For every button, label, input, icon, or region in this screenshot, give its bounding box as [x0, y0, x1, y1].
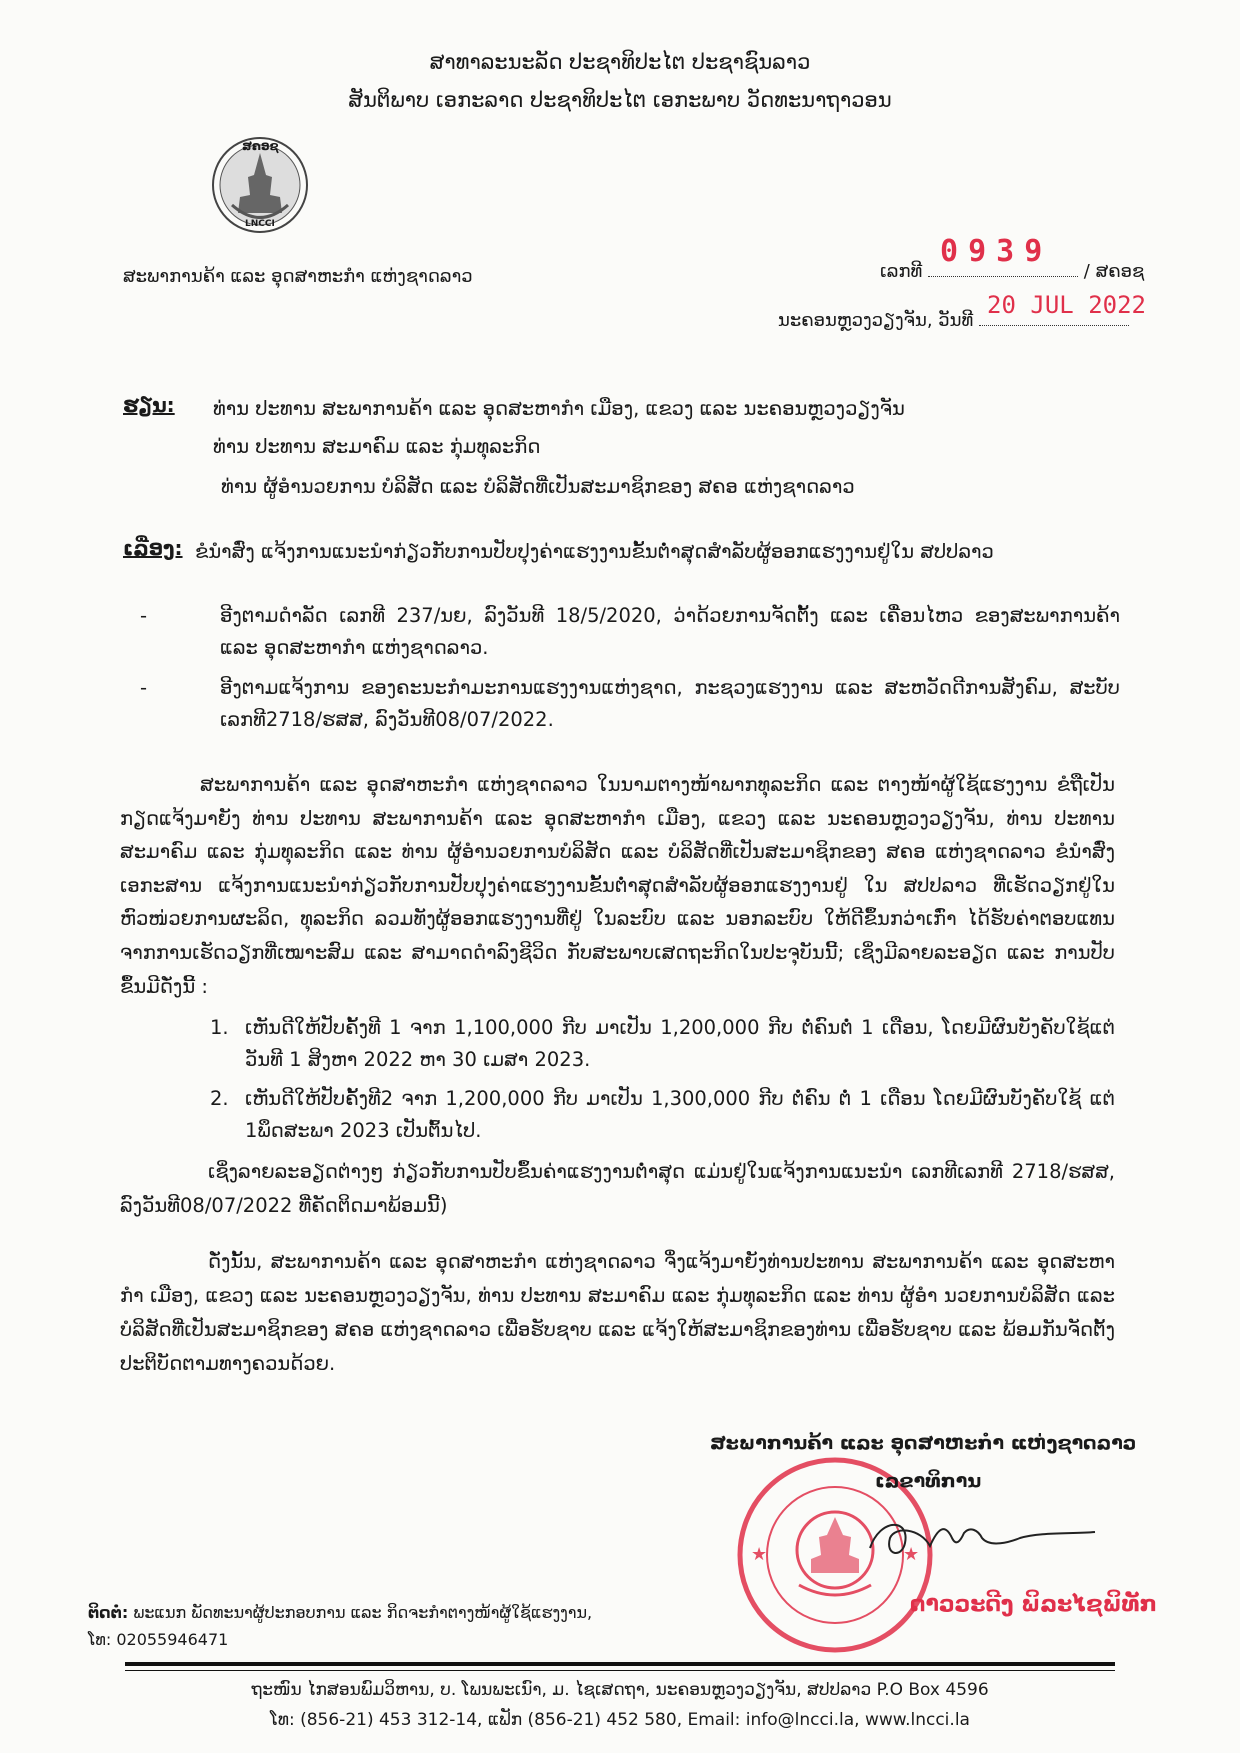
- lncci-logo: [210, 135, 310, 235]
- subject-text: ຂໍນໍາສົ່ງ ແຈ້ງການແນະນໍາກ່ຽວກັບການປັບປຸງຄ່າແຮງງານຂັ້ນຕໍ່າສຸດສໍາລັບຜູ້ອອກແຮງງານຢູ່ໃນ ສປປລາວ: [195, 540, 994, 563]
- reference-text: ອີງຕາມແຈ້ງການ ຂອງຄະນະກໍາມະການແຮງງານແຫ່ງຊາດ, ກະຊວງແຮງງານ ແລະ ສະຫວັດດີການສັງຄົມ, ສະບັບ ເລກທີ2718/ຮສສ, ລົງວັນທີ08/07/2022.: [220, 676, 1120, 731]
- recipient-line-3: ທ່ານ ຜູ້ອໍານວຍການ ບໍລິສັດ ແລະ ບໍລິສັດທີ່ເປັນສະມາຊິກຂອງ ສຄອ ແຫ່ງຊາດລາວ: [221, 475, 855, 498]
- list-item-text: ເຫັນດີໃຫ້ປັບຄັ້ງທີ 1 ຈາກ 1,100,000 ກີບ ມາເປັນ 1,200,000 ກີບ ຕໍ່ຄົນຕໍ່ 1 ເດືອນ, ໂດຍມີຜົນບັງຄັບໃຊ້ແຕ່ ວັນທີ 1 ສິງຫາ 2022 ຫາ 30 ເມສາ 2023.: [245, 1016, 1115, 1071]
- logo-bottom-text: LNCCI: [245, 219, 275, 229]
- recipients-label: ຮຽນ:: [123, 393, 175, 417]
- svg-text:★: ★: [903, 1544, 920, 1565]
- reference-item: [140, 600, 1120, 670]
- subject-label: ເລື່ອງ:: [123, 536, 183, 560]
- reference-text: ອີງຕາມດໍາລັດ ເລກທີ 237/ນຍ, ລົງວັນທີ 18/5/2020, ວ່າດ້ວຍການຈັດຕັ້ງ ແລະ ເຄື່ອນໄຫວ ຂອງສະພາການຄ້າ ແລະ ອຸດສະຫາກໍາ ແຫ່ງຊາດລາວ.: [220, 604, 1120, 659]
- contact-phone-value: 02055946471: [116, 1630, 229, 1649]
- seal-text: [765, 1633, 905, 1634]
- recipient-line-1: ທ່ານ ປະທານ ສະພາການຄ້າ ແລະ ອຸດສະຫາກໍາ ເມືອງ, ແຂວງ ແລະ ນະຄອນຫຼວງວຽງຈັນ: [213, 397, 905, 420]
- body-paragraph-3: ດັ່ງນັ້ນ, ສະພາການຄ້າ ແລະ ອຸດສາຫະກໍາ ແຫ່ງຊາດລາວ ຈຶ່ງແຈ້ງມາຍັງທ່ານປະທານ ສະພາການຄ້າ ແລະ ອຸດສະຫາກໍາ ເມືອງ, ແຂວງ ແລະ ນະຄອນຫຼວງວຽງຈັນ, ທ່ານ ປະທານ ສະມາຄົມ ແລະ ກຸ່ມທຸລະກິດ ແລະ ທ່ານ ຜູ້ອໍາ ນວຍການບໍລິສັດ ແລະ ບໍລິສັດທີ່ເປັນສະມາຊິກຂອງ ສຄອ ແຫ່ງຊາດລາວ ເພື່ອຮັບຊາບ ແລະ ແຈ້ງໃຫ້ສະມາຊິກຂອງທ່ານ ເພື່ອຮັບຊາບ ແລະ ພ້ອມກັນຈັດຕັ້ງປະຕິບັດຕາມທາງຄວນດ້ວຍ.: [120, 1250, 1115, 1375]
- org-name: ສະພາການຄ້າ ແລະ ອຸດສາຫະກໍາ ແຫ່ງຊາດລາວ: [123, 266, 473, 287]
- contact-phone-label: ໂທ:: [88, 1630, 112, 1649]
- list-item-text: ເຫັນດີໃຫ້ປັບຄັ້ງທີ2 ຈາກ 1,200,000 ກີບ ມາເປັນ 1,300,000 ກີບ ຕໍ່ຄົນ ຕໍ່ 1 ເດືອນ ໂດຍມີຜົນບັງຄັບໃຊ້ ແຕ່ 1ພຶດສະພາ 2023 ເປັນຕົ້ນໄປ.: [245, 1087, 1115, 1142]
- header-line-1: ສາທາລະນະລັດ ປະຊາທິປະໄຕ ປະຊາຊົນລາວ: [429, 50, 811, 74]
- footer-rule-thin: [125, 1670, 1115, 1671]
- svg-text:★: ★: [751, 1544, 768, 1565]
- logo-top-text: ສຄອຊ: [242, 139, 279, 153]
- footer-contact: ໂທ: (856-21) 453 312-14, ແຟັກ (856-21) 452 580, Email: info@lncci.la, www.lncci.la: [270, 1710, 970, 1730]
- contact-text: ພະແນກ ພັດທະນາຜູ້ປະກອບການ ແລະ ກິດຈະກໍາຕາງໜ້າຜູ້ໃຊ້ແຮງງານ,: [133, 1603, 593, 1622]
- ref-date-stamp: 20 JUL 2022: [987, 291, 1146, 319]
- list-item-marker: 2.: [210, 1087, 229, 1110]
- ref-date: [778, 291, 1146, 331]
- contact-label: ຕິດຕໍ່:: [88, 1603, 129, 1622]
- list-item-marker: 1.: [210, 1016, 229, 1039]
- body-paragraph-1: ສະພາການຄ້າ ແລະ ອຸດສາຫະກໍາ ແຫ່ງຊາດລາວ ໃນນາມຕາງໜ້າພາກທຸລະກິດ ແລະ ຕາງໜ້າຜູ້ໃຊ້ແຮງງານ ຂໍຖືເປັນກຽດແຈ້ງມາຍັງ ທ່ານ ປະທານ ສະພາການຄ້າ ແລະ ອຸດສະຫາກໍາ ເມືອງ, ແຂວງ ແລະ ນະຄອນຫຼວງວຽງຈັນ, ທ່ານ ປະທານ ສະມາຄົມ ແລະ ກຸ່ມທຸລະກິດ ແລະ ທ່ານ ຜູ້ອໍານວຍການບໍລິສັດ ແລະ ບໍລິສັດທີ່ເປັນສະມາຊິກຂອງ ສຄອ ແຫ່ງຊາດລາວ ຂໍນໍາສົ່ງເອກະສານ ແຈ້ງການແນະນໍາກ່ຽວກັບການປັບປຸງຄ່າແຮງງານຂັ້ນຕໍ່າສຸດສໍາລັບຜູ້ອອກແຮງງານຢູ່ ໃນ ສປປລາວ ທີ່ເຮັດວຽກຢູ່ໃນຫົວໜ່ວຍການຜະລິດ, ທຸລະກິດ ລວມທັງຜູ້ອອກແຮງງານທີ່ຢູ່ ໃນລະບົບ ແລະ ນອກລະບົບ ໃຫ້ດີຂຶ້ນກວ່າເກົ່າ ໄດ້ຮັບຄ່າຕອບແທນຈາກການເຮັດວຽກທີ່ເໝາະສົມ ແລະ ສາມາດດໍາລົງຊີວິດ ກັບສະພາບເສດຖະກິດໃນປະຈຸບັນນີ້; ເຊິ່ງມີລາຍລະອຽດ ແລະ ການປັບຂຶ້ນມີດັ່ງນີ້ :: [120, 773, 1115, 998]
- contact-line: [88, 1603, 592, 1622]
- recipients: [123, 393, 1123, 503]
- reference-marker: -: [140, 676, 148, 699]
- list-item: [210, 1083, 1115, 1153]
- body-paragraph-2: ເຊິ່ງລາຍລະອຽດຕ່າງໆ ກ່ຽວກັບການປັບຂຶ້ນຄ່າແຮງງານຕໍ່າສຸດ ແມ່ນຢູ່ໃນແຈ້ງການແນະນໍາ ເລກທີເລກທີ 2718/ຮສສ, ລົງວັນທີ08/07/2022 ທີ່ຄັດຕິດມາພ້ອມນີ້): [120, 1160, 1115, 1217]
- ref-number-stamp: 0939: [940, 234, 1053, 269]
- reference-marker: -: [140, 604, 148, 627]
- ref-number-label: ເລກທີ: [880, 261, 923, 282]
- ref-number: [880, 234, 1145, 282]
- handwritten-signature: [860, 1508, 1100, 1568]
- signature-title: ເລຂາທິການ: [875, 1470, 982, 1492]
- contact-phone: [88, 1630, 228, 1649]
- ref-number-suffix: / ສຄອຊ: [1083, 261, 1145, 282]
- list-item: [210, 1012, 1115, 1082]
- recipient-line-2: ທ່ານ ປະທານ ສະມາຄົມ ແລະ ກຸ່ມທຸລະກິດ: [213, 435, 541, 458]
- ref-date-label: ນະຄອນຫຼວງວຽງຈັນ, ວັນທີ: [778, 310, 974, 331]
- footer-address: ຖະໜົນ ໄກສອນພົມວິຫານ, ບ. ໂພນພະເນົາ, ມ. ໄຊເສດຖາ, ນະຄອນຫຼວງວຽງຈັນ, ສປປລາວ P.O Box 4596: [251, 1680, 989, 1700]
- reference-item: [140, 672, 1120, 742]
- footer-rule-thick: [125, 1662, 1115, 1666]
- signatory-name: ດາວວະດີງ ພິລະໄຊພິທັກ: [910, 1592, 1157, 1617]
- signature-org: ສະພາການຄ້າ ແລະ ອຸດສາຫະກໍາ ແຫ່ງຊາດລາວ: [710, 1432, 1137, 1454]
- header-line-2: ສັນຕິພາບ ເອກະລາດ ປະຊາທິປະໄຕ ເອກະພາບ ວັດທະນາຖາວອນ: [348, 88, 892, 112]
